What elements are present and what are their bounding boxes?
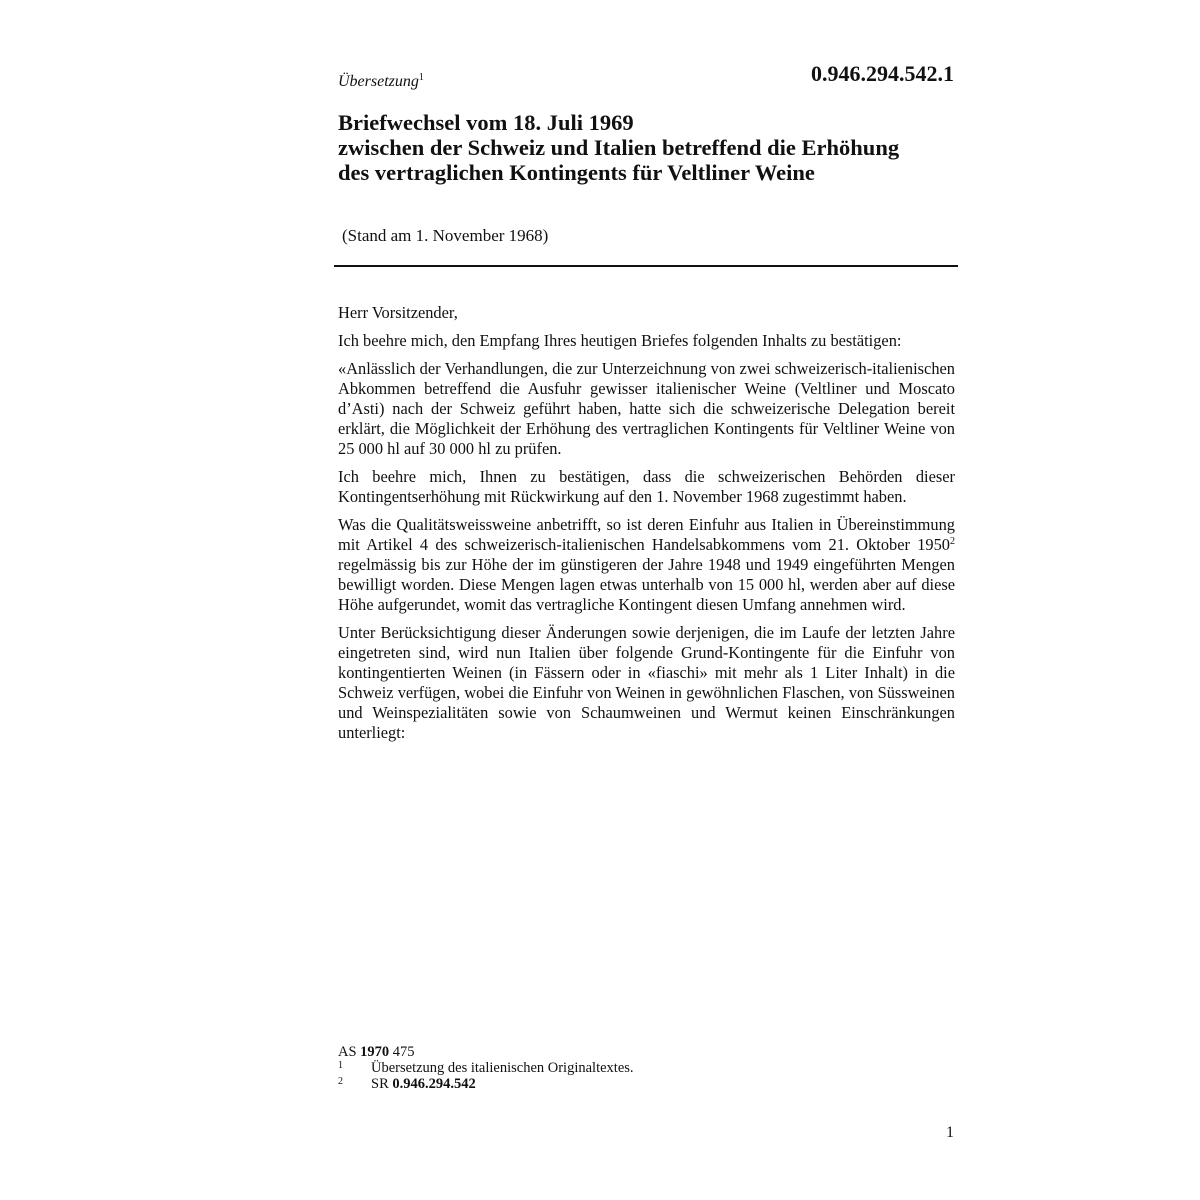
sr-number: 0.946.294.542.1 xyxy=(811,61,954,86)
as-reference: AS 1970 475 xyxy=(338,1044,415,1060)
title-line: zwischen der Schweiz und Italien betreffend die Erhöhung xyxy=(338,135,900,160)
document-title xyxy=(338,110,978,185)
footnote-item xyxy=(338,1060,955,1076)
divider xyxy=(334,265,958,267)
paragraph: Ich beehre mich, Ihnen zu bestätigen, dass die schweizerischen Behörden dieser Kontingentserhöhung mit Rückwirkung auf den 1. November 1968 zugestimmt haben. xyxy=(338,467,955,506)
paragraph: Was die Qualitätsweissweine anbetrifft, so ist deren Einfuhr aus Italien in Übereinstimmung mit Artikel 4 des schweizerisch-italienischen Handelsabkommens vom 21. Oktober 1950$^2$ regelmässig bis zur Höhe der im günstigeren der Jahre 1948 und 1949 eingeführten Mengen bewilligt worden. Diese Mengen lagen etwas unterhalb von 15 000 hl, werden aber auf diese Höhe aufgerundet, womit das vertragliche Kontingent diesen Umfang annehmen wird. xyxy=(338,515,955,614)
title-line: Briefwechsel vom 18. Juli 1969 xyxy=(338,110,634,135)
footnotes xyxy=(338,1044,955,1092)
footnote-ref[interactable]: 2 xyxy=(950,536,955,547)
footnote-text: SR 0.946.294.542 xyxy=(371,1076,476,1092)
paragraph: Ich beehre mich, den Empfang Ihres heutigen Briefes folgenden Inhalts zu bestätigen: xyxy=(338,331,902,350)
page-number: 1 xyxy=(946,1124,954,1141)
footnote-number: 2 xyxy=(338,1076,343,1087)
footnote-text: Übersetzung des italienischen Originaltextes. xyxy=(371,1060,634,1076)
status-date: (Stand am 1. November 1968) xyxy=(342,226,549,245)
footnote-number: 1 xyxy=(338,1060,343,1071)
title-line: des vertraglichen Kontingents für Veltliner Weine xyxy=(338,160,815,185)
footnote-item xyxy=(338,1076,955,1092)
translation-label: Übersetzung$^1$ xyxy=(338,72,424,90)
footnote-ref[interactable]: 1 xyxy=(418,72,424,83)
sr-link[interactable]: 0.946.294.542 xyxy=(392,1076,476,1092)
salutation: Herr Vorsitzender, xyxy=(338,303,458,322)
letter-body xyxy=(338,303,955,751)
paragraph: Unter Berücksichtigung dieser Änderungen sowie derjenigen, die im Laufe der letzten Jahre eingetreten sind, wird nun Italien über folgende Grund-Kontingente für die Einfuhr von kontingentierten Weinen (in Fässern oder in «fiaschi» mit mehr als 1 Liter Inhalt) in die Schweiz verfügen, wobei die Einfuhr von Weinen in gewöhnlichen Flaschen, von Süssweinen und Weinspezialitäten sowie von Schaumweinen und Wermut keinen Einschränkungen unterliegt: xyxy=(338,623,955,742)
paragraph: «Anlässlich der Verhandlungen, die zur Unterzeichnung von zwei schweizerisch-italienischen Abkommen betreffend die Ausfuhr gewisser italienischer Weine (Veltliner und Moscato d’Asti) nach der Schweiz geführt haben, hatte sich die schweizerische Delegation bereit erklärt, die Möglichkeit der Erhöhung des vertraglichen Kontingents für Veltliner Weine von 25 000 hl auf 30 000 hl zu prüfen. xyxy=(338,359,955,458)
